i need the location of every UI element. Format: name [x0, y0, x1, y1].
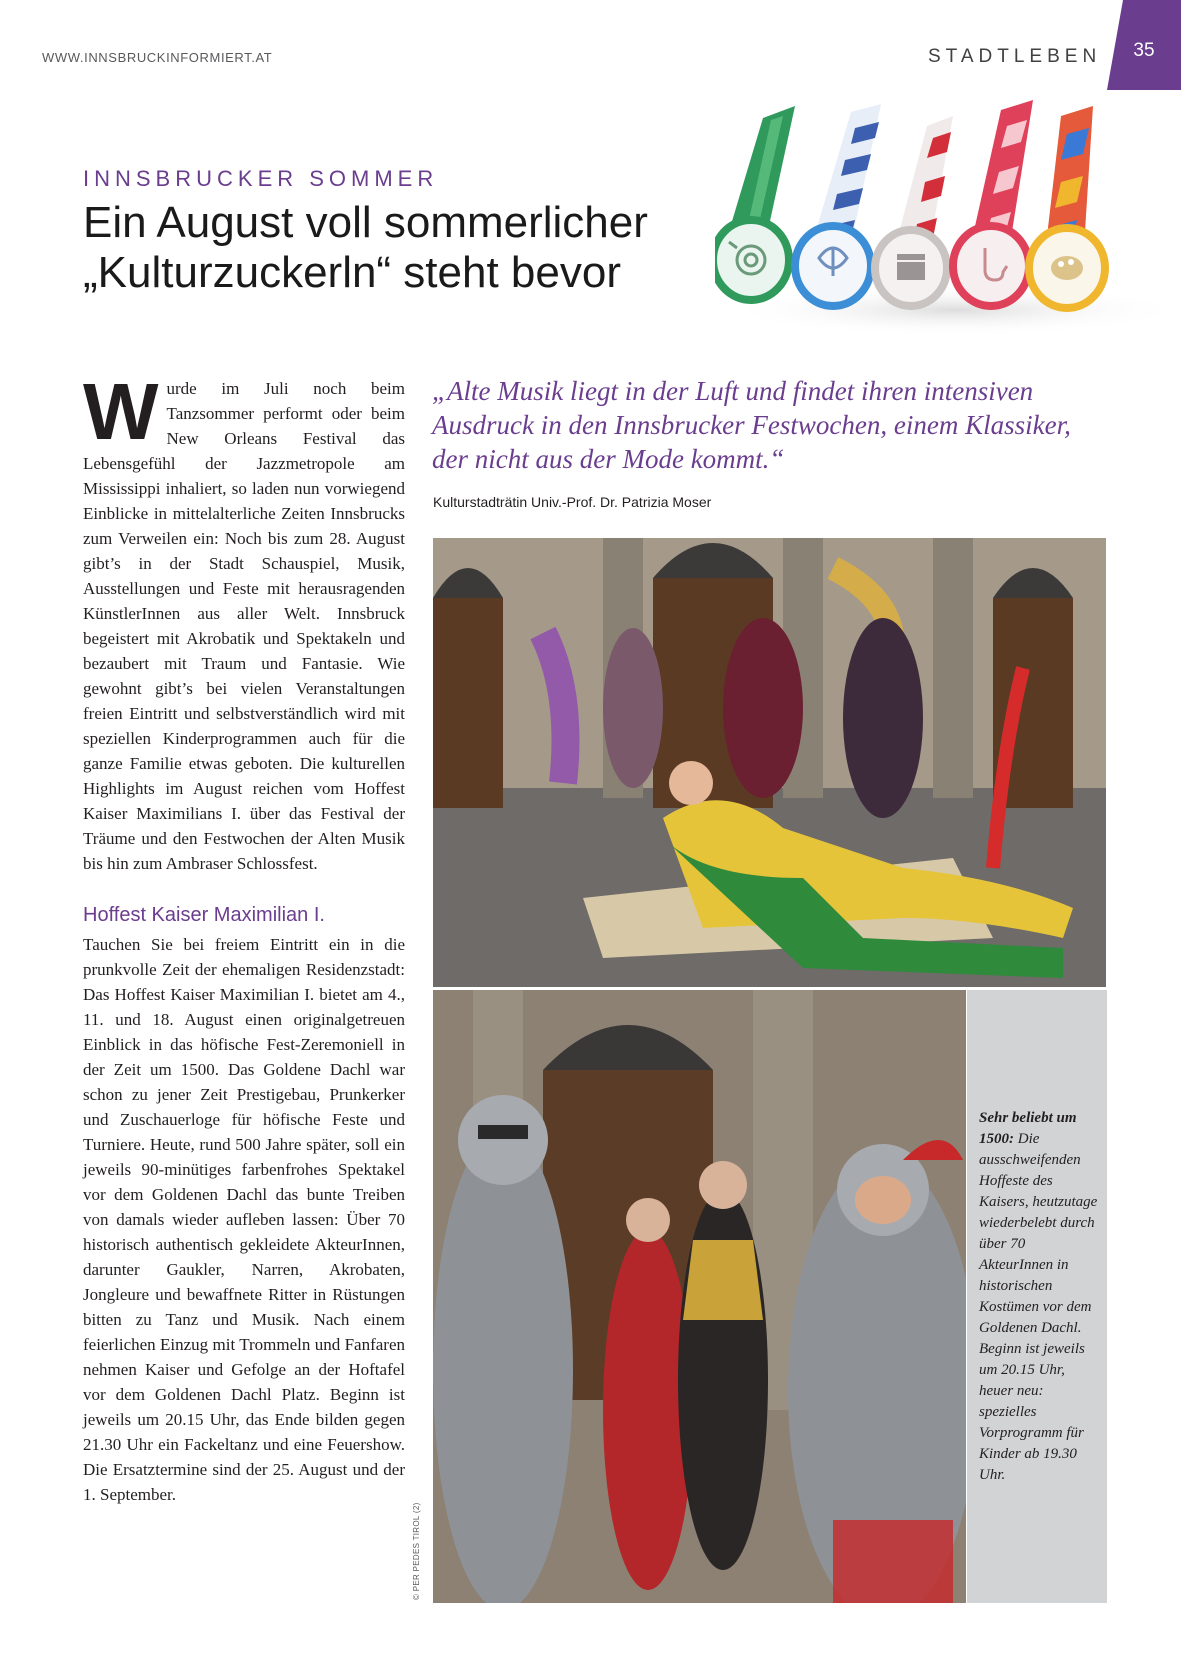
article-headline — [83, 198, 733, 298]
site-url: WWW.INNSBRUCKINFORMIERT.AT — [42, 50, 273, 65]
article-kicker: INNSBRUCKER SOMMER — [83, 166, 439, 191]
section-name: STADTLEBEN — [928, 46, 1102, 67]
paint-palette-icon — [1051, 256, 1083, 280]
headline-line-1: Ein August voll sommerlicher — [83, 198, 648, 247]
jester-performers-photo — [433, 538, 1106, 987]
photo-caption — [979, 1108, 1101, 1486]
knights-photo — [433, 990, 966, 1603]
page-number: 35 — [1133, 40, 1155, 61]
candy-sticks-illustration — [715, 98, 1181, 342]
film-clapper-icon — [897, 254, 925, 280]
blue-candy-stick — [795, 104, 881, 306]
caption-text: Die ausschweifenden Hoffeste des Kaisers, heutzutage wiederbelebt durch über 70 AkteurInnen in historischen Kostümen vor dem Goldenen Dachl. Beginn ist jeweils um 20.15 Uhr, heuer neu: spezielles Vorprogramm für Kinder ab 19.30 Uhr. — [979, 1131, 1098, 1483]
body-paragraph: Tauchen Sie bei freiem Eintritt ein in die prunkvolle Zeit der ehemaligen Residenzstadt: Das Hoffest Kaiser Maximilian I. bietet am 4., 11. und 18. August einen originalgetreuen Einblick in das höfische Fest-Zeremoniell in der Zeit um 1500. Das Goldene Dachl war schon zu jener Zeit Prestigebau, Prunkerker und Zuschauerloge für höfische Feste und Turniere. Heute, rund 500 Jahre später, soll ein jeweils 90-minütiges farbenfrohes Spektakel vor dem Goldenen Dachl das bunte Treiben von damals wieder aufleben lassen: Über 70 historisch authentisch gekleidete AkteurInnen, darunter Gaukler, Narren, Akrobaten, Jongleure und bewaffnete Ritter in Rüstungen bitten zu Tanz und Musik. Nach einem feierlichen Einzug mit Trommeln und Fanfaren nehmen Kaiser und Gefolge an der Hoftafel vor dem Goldenen Dachl Platz. Beginn ist jeweils um 20.15 Uhr, das Ende bilden gegen 21.30 Uhr ein Fackeltanz und eine Feuershow. Die Ersatztermine sind der 25. August und der 1. September. — [83, 935, 405, 1504]
section-subhead: Hoffest Kaiser Maximilian I. — [83, 904, 325, 926]
caption-lead: Sehr beliebt um 1500: — [979, 1110, 1077, 1147]
photo-credit: © PER PEDES TIROL (2) — [412, 1502, 421, 1600]
pull-quote: „Alte Musik liegt in der Luft und findet ihren intensiven Ausdruck in den Innsbrucker Festwochen, einem Klassiker, der nicht aus der Mode kommt.“ — [432, 376, 1071, 474]
pink-candy-stick — [953, 100, 1033, 306]
headline-line-2: „Kulturzuckerln“ steht bevor — [83, 248, 621, 297]
article-body-column — [83, 367, 405, 1507]
intro-paragraph: urde im Juli noch beim Tanzsommer performt oder beim New Orleans Festival das Lebensgefühl der Jazzmetropole am Mississippi inhaliert, so laden nun vorwiegend Einblicke in mittelalterliche Zeiten Innsbrucks zum Verweilen ein: Noch bis zum 28. August gibt’s in der Stadt Schauspiel, Musik, Ausstellungen und Feste mit herausragenden KünstlerInnen aus aller Welt. Innsbruck begeistert mit Akrobatik und Spektakeln und bezaubert mit Traum und Fantasie. Wie gewohnt gibt’s bei vielen Veranstaltungen freien Eintritt und selbstverständlich wird mit speziellen Kinderprogrammen auch für die ganze Familie etwas geboten. Die kulturellen Highlights im August reichen vom Hoffest Kaiser Maximilians I. über das Festival der Träume und den Festwochen der Alten Musik bis hin zum Ambraser Schlossfest. — [83, 379, 405, 873]
green-candy-stick — [715, 106, 795, 300]
drop-cap: W — [83, 367, 159, 456]
quote-attribution: Kulturstadträtin Univ.-Prof. Dr. Patrizia Moser — [433, 494, 712, 510]
